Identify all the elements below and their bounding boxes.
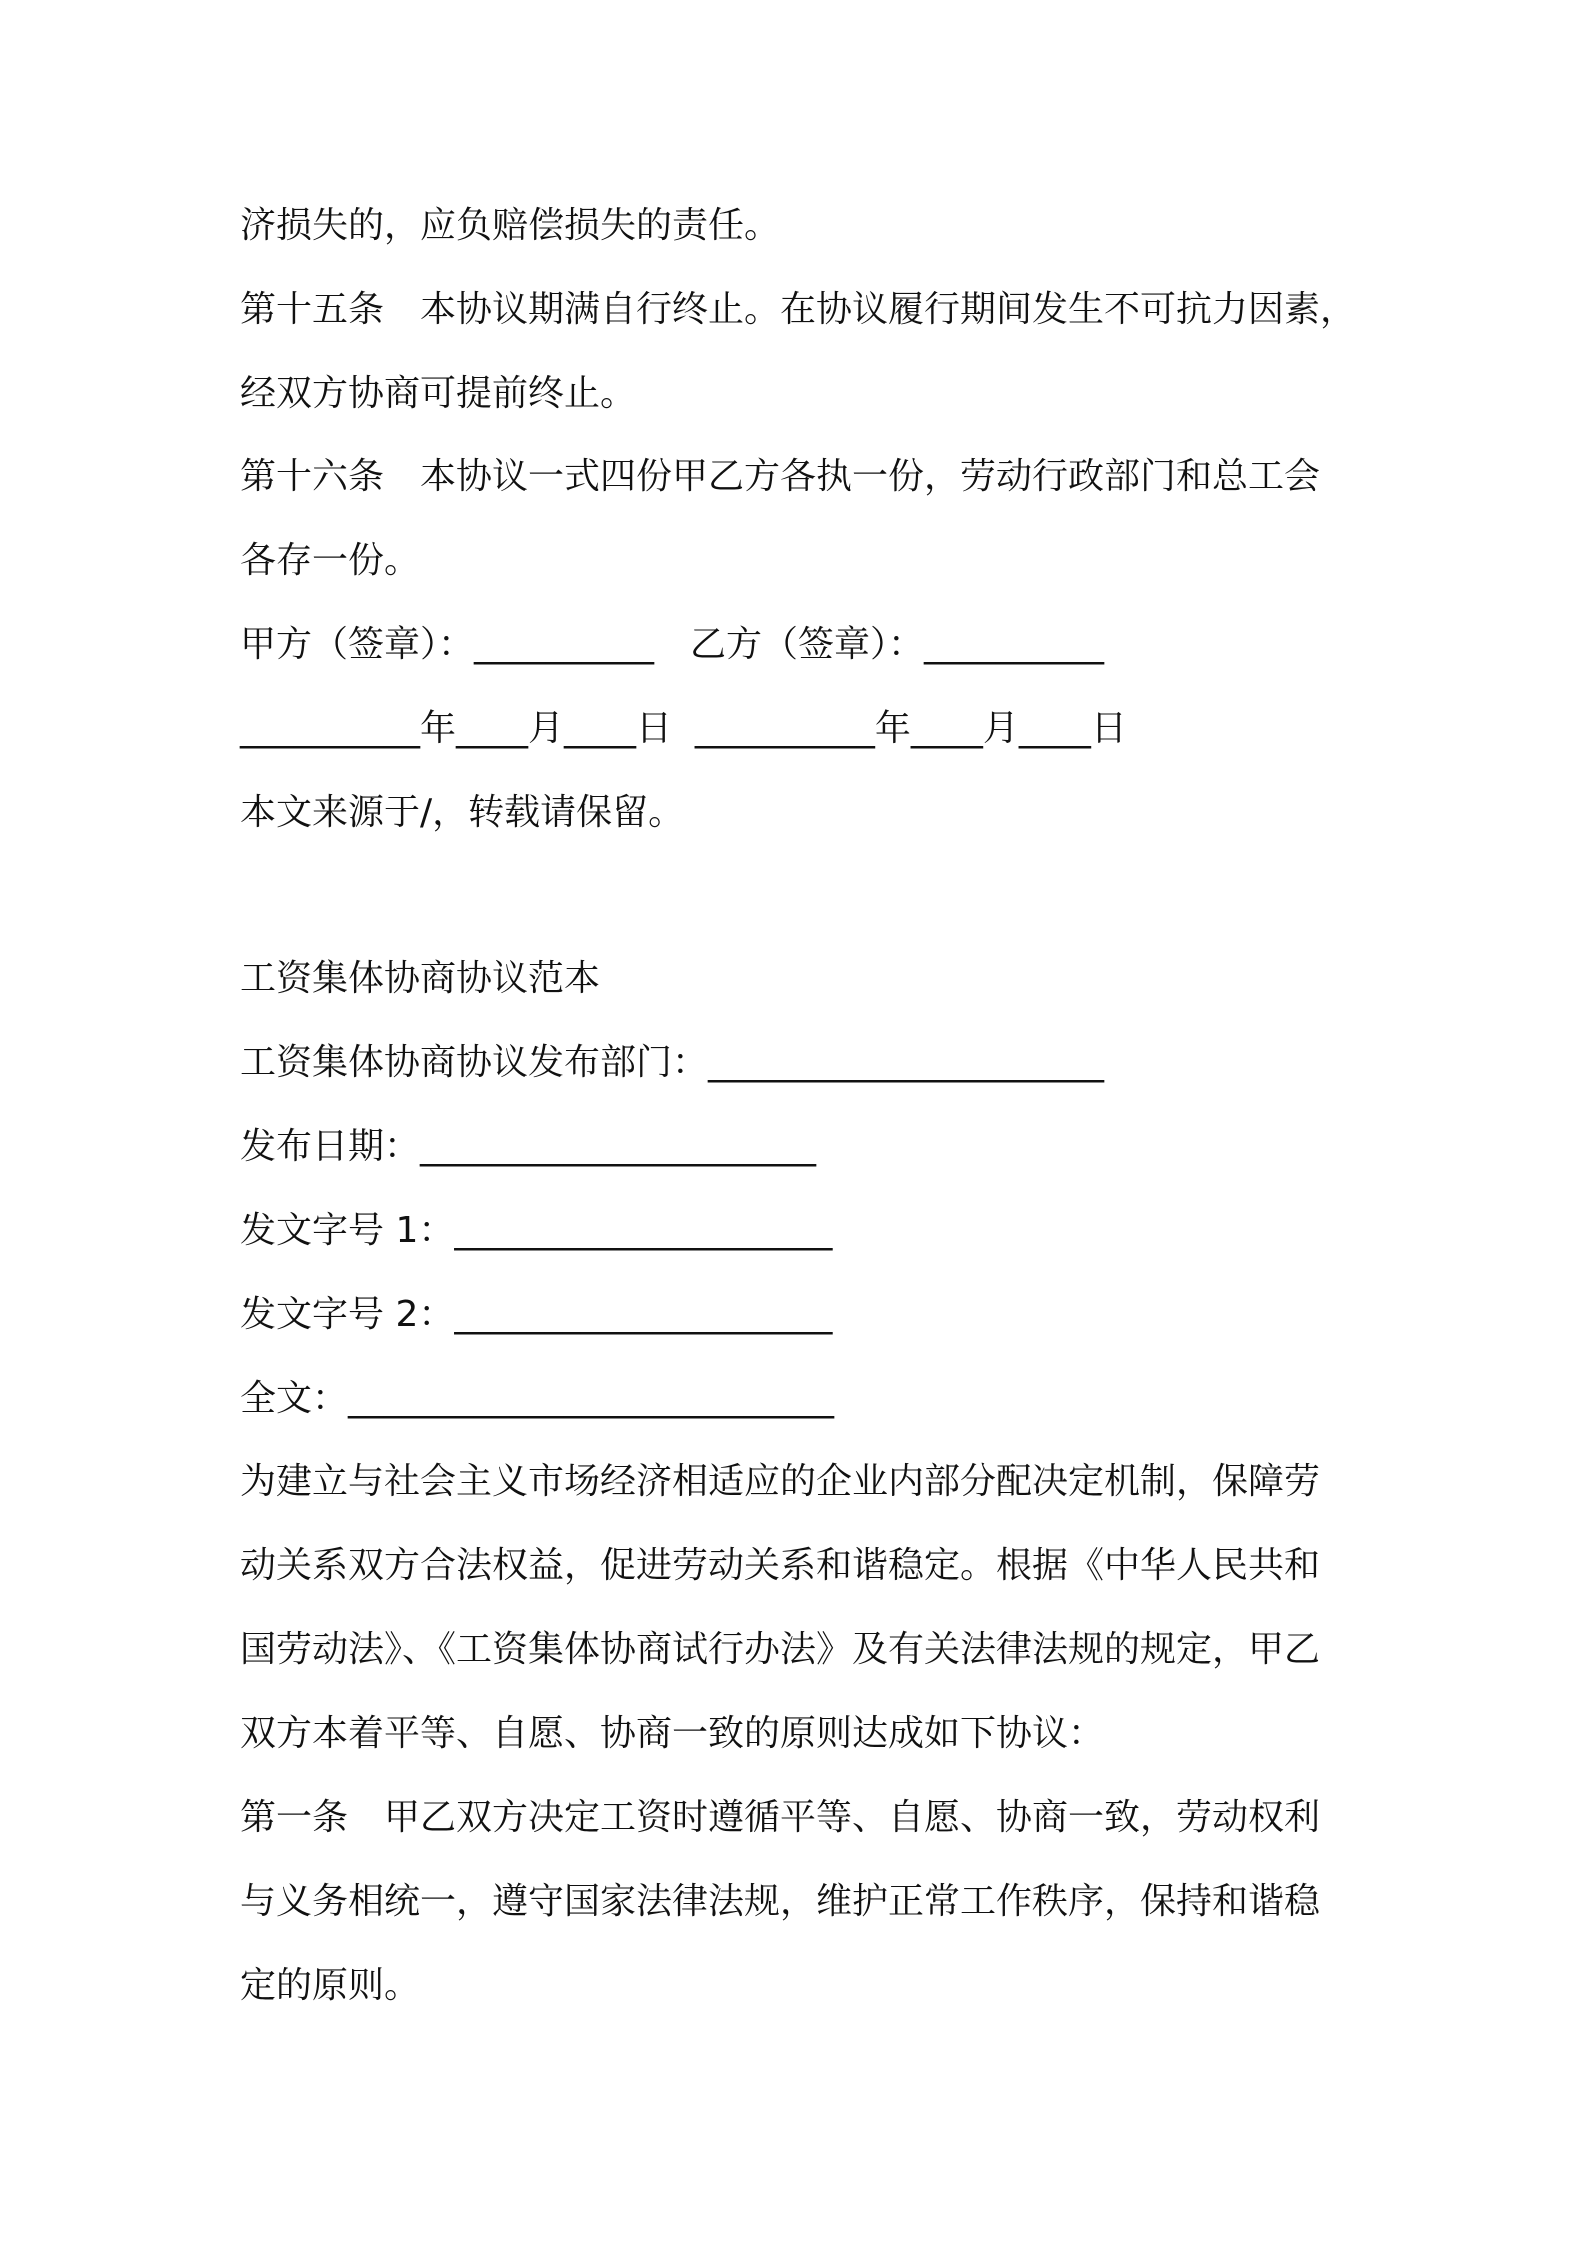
article-15-line-1: 第十五条 本协议期满自行终止。在协议履行期间发生不可抗力因素， bbox=[240, 289, 1357, 330]
article-16-line-2: 各存一份。 bbox=[240, 540, 421, 581]
article-16-line-1: 第十六条 本协议一式四份甲乙方各执一份，劳动行政部门和总工会 bbox=[240, 456, 1321, 497]
issuing-department-field: 工资集体协商协议发布部门：______________________ bbox=[240, 1042, 1105, 1083]
document-number-1-field: 发文字号 1：_____________________ bbox=[240, 1210, 833, 1251]
document-title: 工资集体协商协议范本 bbox=[240, 958, 601, 999]
signature-line: 甲方（签章）：__________ 乙方（签章）：__________ bbox=[240, 624, 1105, 665]
article-1-line-3: 定的原则。 bbox=[240, 1965, 421, 2006]
preamble-line-3: 国劳动法》、《工资集体协商试行办法》及有关法律法规的规定，甲乙 bbox=[240, 1629, 1321, 1670]
article-15-line-2: 经双方协商可提前终止。 bbox=[240, 373, 637, 414]
full-text-field: 全文：___________________________ bbox=[240, 1378, 835, 1419]
document-number-2-field: 发文字号 2：_____________________ bbox=[240, 1294, 833, 1335]
text-line: 济损失的，应负赔偿损失的责任。 bbox=[240, 205, 781, 246]
article-1-line-2: 与义务相统一，遵守国家法律法规，维护正常工作秩序，保持和谐稳 bbox=[240, 1881, 1321, 1922]
preamble-line-2: 动关系双方合法权益，促进劳动关系和谐稳定。根据《中华人民共和 bbox=[240, 1545, 1321, 1586]
date-line: __________年____月____日 __________年____月____日 bbox=[240, 708, 1127, 749]
source-note: 本文来源于/，转载请保留。 bbox=[240, 792, 685, 833]
preamble-line-1: 为建立与社会主义市场经济相适应的企业内部分配决定机制，保障劳 bbox=[240, 1461, 1321, 1502]
publish-date-field: 发布日期：______________________ bbox=[240, 1126, 817, 1167]
article-1-line-1: 第一条 甲乙双方决定工资时遵循平等、自愿、协商一致，劳动权利 bbox=[240, 1797, 1321, 1838]
preamble-line-4: 双方本着平等、自愿、协商一致的原则达成如下协议： bbox=[240, 1713, 1105, 1754]
